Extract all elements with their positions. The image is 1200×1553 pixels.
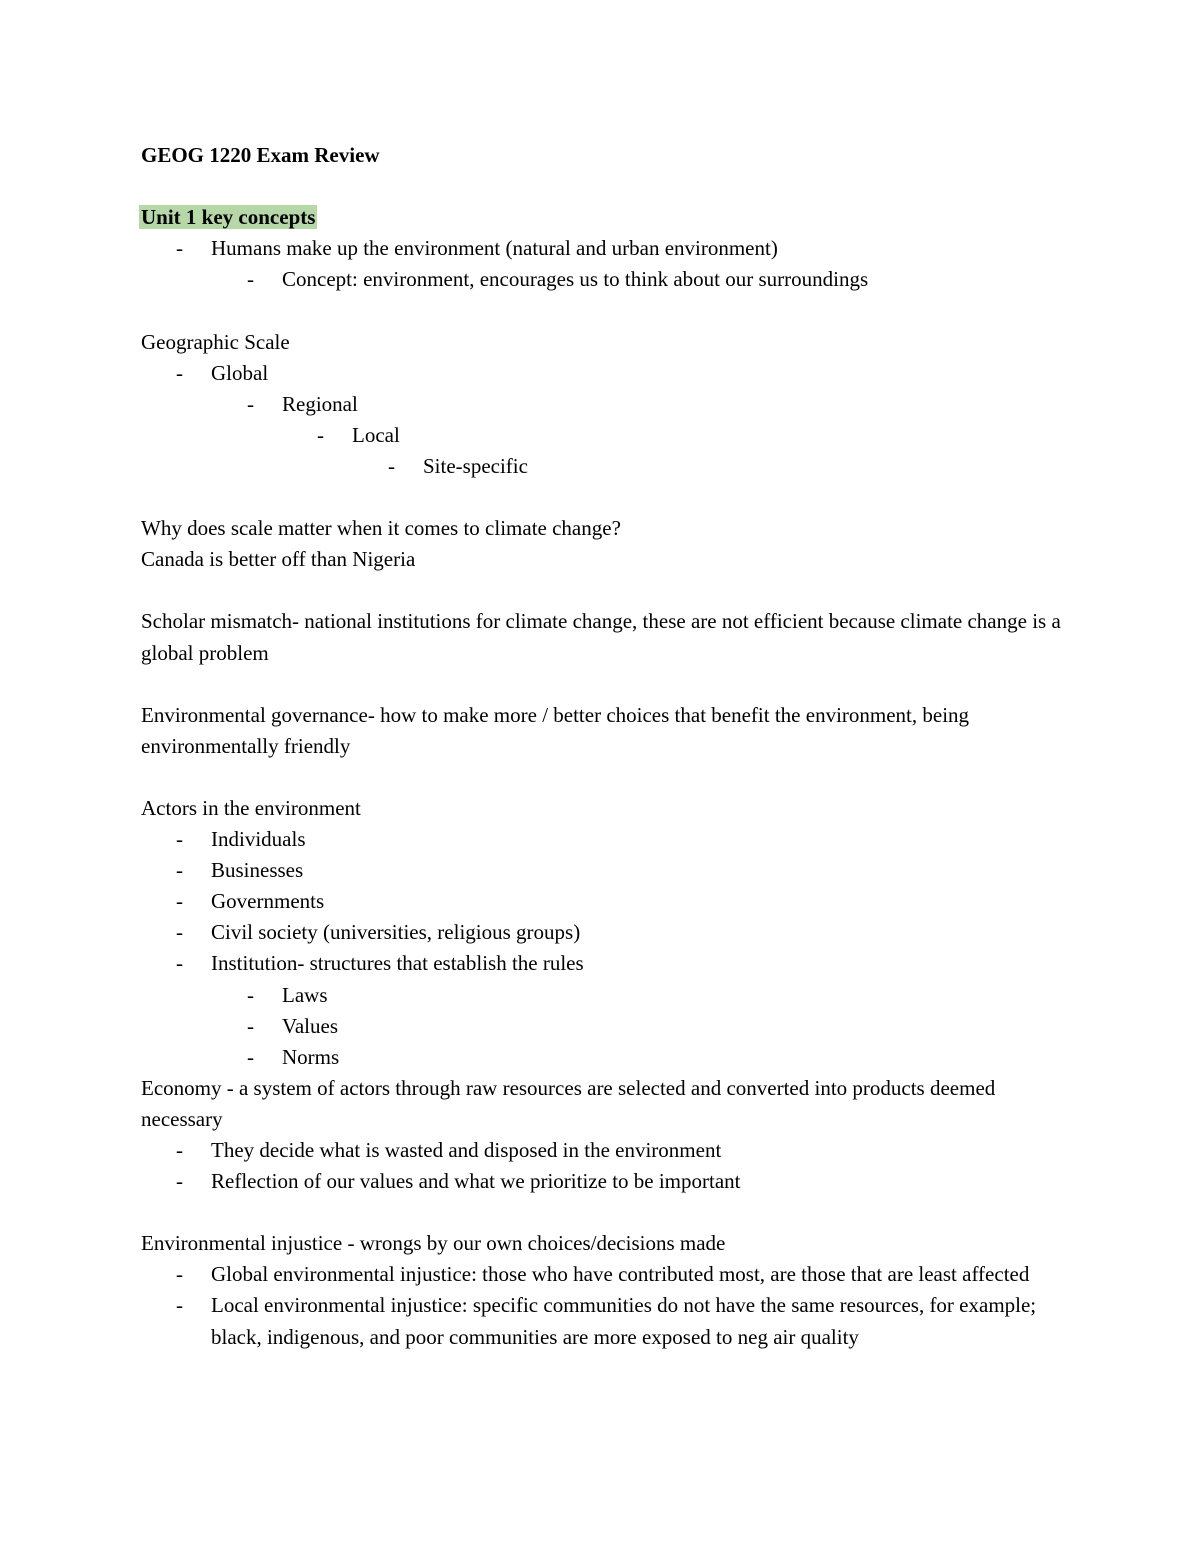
list-item-text: Governments xyxy=(211,889,325,914)
spacer xyxy=(141,171,1061,202)
list-item xyxy=(141,1135,1061,1166)
unit1-heading: Unit 1 key concepts xyxy=(141,205,316,230)
list-item-text: Humans make up the environment (natural and urban environment) xyxy=(211,236,778,261)
list-item xyxy=(141,917,1061,948)
list-item-text: Site-specific xyxy=(423,453,528,478)
list-item-text: Reflection of our values and what we prioritize to be important xyxy=(211,1169,741,1194)
list-item xyxy=(141,886,1061,917)
scale-answer: Canada is better off than Nigeria xyxy=(141,547,416,572)
list-item-text: They decide what is wasted and disposed in the environment xyxy=(211,1138,722,1162)
bullet-dash: - xyxy=(247,1013,254,1038)
bullet-dash: - xyxy=(176,1138,183,1162)
actors-heading: Actors in the environment xyxy=(141,795,361,820)
list-item-text: Concept: environment, encourages us to think about our surroundings xyxy=(282,267,869,292)
list-item xyxy=(141,420,1061,451)
list-item-text: Institution- structures that establish the rules xyxy=(211,951,584,976)
list-item xyxy=(141,1290,1061,1352)
bullet-dash: - xyxy=(176,889,183,914)
list-item-text: Global environmental injustice: those who have contributed most, are those that are least affected xyxy=(211,1262,1030,1287)
list-item-text: Norms xyxy=(282,1044,340,1069)
spacer xyxy=(141,669,1061,700)
list-item xyxy=(141,824,1061,855)
list-item-text: Regional xyxy=(282,391,358,416)
bullet-dash: - xyxy=(247,391,254,416)
list-item-text: Civil society (universities, religious groups) xyxy=(211,920,581,945)
bullet-dash: - xyxy=(247,1044,254,1069)
bullet-dash: - xyxy=(388,453,395,478)
bullet-dash: - xyxy=(176,951,183,976)
scholar-mismatch-paragraph: Scholar mismatch- national institutions for climate change, these are not efficient because climate change is a global problem xyxy=(141,609,1061,665)
list-item-text: Global xyxy=(211,360,269,385)
governance-paragraph: Environmental governance- how to make more / better choices that benefit the environment, being environmentally friendly xyxy=(141,702,970,758)
spacer xyxy=(141,762,1061,793)
bullet-dash: - xyxy=(176,1262,183,1287)
list-item xyxy=(141,358,1061,389)
list-item xyxy=(141,1166,1061,1197)
bullet-dash: - xyxy=(176,858,183,883)
bullet-dash: - xyxy=(176,1293,183,1318)
bullet-dash: - xyxy=(317,422,324,447)
list-item xyxy=(141,948,1061,979)
bullet-dash: - xyxy=(247,982,254,1007)
list-item xyxy=(141,233,1061,264)
list-item xyxy=(141,264,1061,295)
bullet-dash: - xyxy=(176,920,183,945)
list-item xyxy=(141,451,1061,482)
bullet-dash: - xyxy=(247,267,254,292)
document-title: GEOG 1220 Exam Review xyxy=(141,143,380,167)
list-item xyxy=(141,1011,1061,1042)
list-item-text: Laws xyxy=(282,982,328,1007)
bullet-dash: - xyxy=(176,1169,183,1194)
list-item-text: Businesses xyxy=(211,858,304,883)
list-item-text: Local environmental injustice: specific communities do not have the same resources, for example; black, indigenous, and poor communities are more exposed to neg air quality xyxy=(211,1293,1037,1349)
list-item xyxy=(141,389,1061,420)
list-item-text: Individuals xyxy=(211,827,306,852)
list-item-text: Local xyxy=(352,422,400,447)
scale-question: Why does scale matter when it comes to climate change? xyxy=(141,516,621,541)
scale-heading: Geographic Scale xyxy=(141,329,290,354)
list-item-text: Values xyxy=(282,1013,338,1038)
list-item xyxy=(141,980,1061,1011)
document-body xyxy=(141,140,1061,1353)
list-item xyxy=(141,855,1061,886)
bullet-dash: - xyxy=(176,360,183,385)
spacer xyxy=(141,1197,1061,1228)
economy-paragraph: Economy - a system of actors through raw resources are selected and converted into products deemed necessary xyxy=(141,1075,996,1131)
bullet-dash: - xyxy=(176,827,183,852)
list-item xyxy=(141,1259,1061,1290)
list-item xyxy=(141,1042,1061,1073)
spacer xyxy=(141,295,1061,326)
injustice-paragraph: Environmental injustice - wrongs by our own choices/decisions made xyxy=(141,1231,726,1256)
unit1-heading-line xyxy=(141,202,1061,233)
bullet-dash: - xyxy=(176,236,183,261)
spacer xyxy=(141,482,1061,513)
spacer xyxy=(141,575,1061,606)
